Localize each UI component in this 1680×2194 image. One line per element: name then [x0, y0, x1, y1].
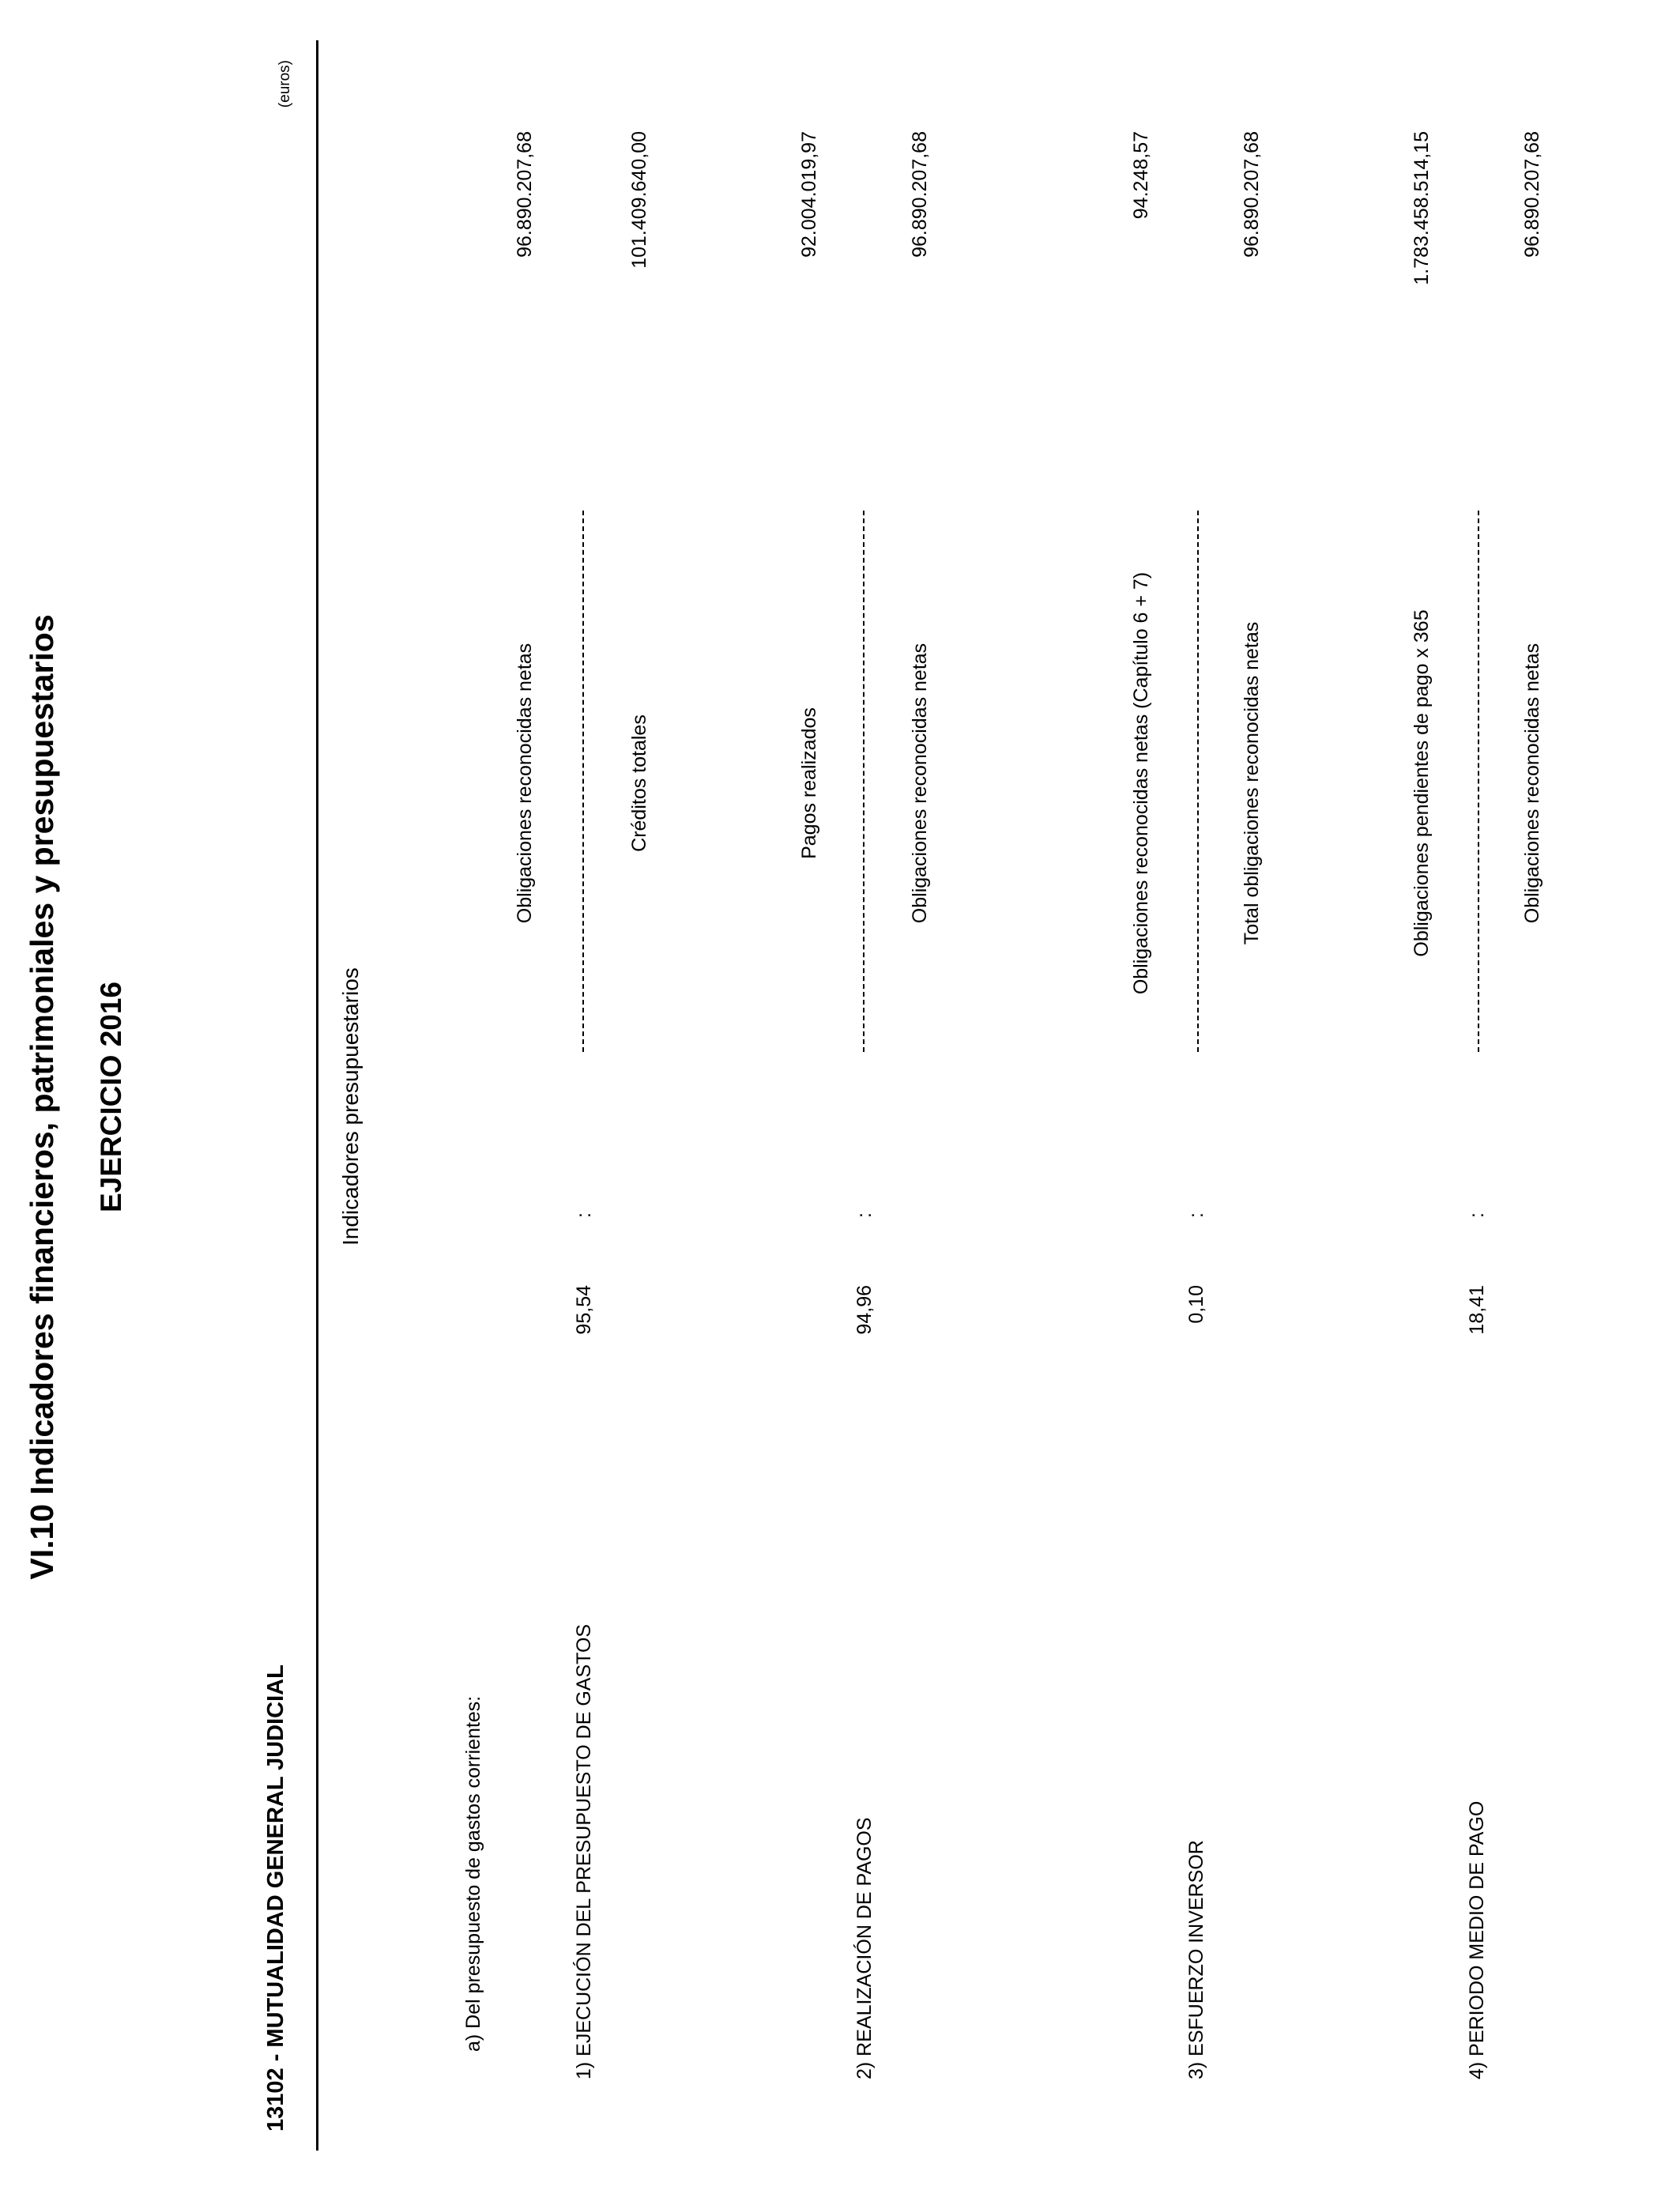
section-heading: Indicadores presupuestarios: [338, 967, 363, 1246]
fiscal-year: EJERCICIO 2016: [95, 981, 127, 1213]
indicator-colon: :: [1466, 1212, 1488, 1218]
fraction-line: [1197, 511, 1199, 1052]
numerator-label: Obligaciones reconocidas netas: [514, 643, 536, 924]
fraction-line: [1478, 511, 1479, 1052]
fraction-line: [863, 511, 864, 1052]
numerator-value: 1.783.458.514,15: [1411, 131, 1433, 285]
indicator-colon: :: [853, 1212, 876, 1218]
denominator-value: 101.409.640,00: [628, 131, 650, 269]
numerator-label: Obligaciones reconocidas netas (Capítulo 6 + 7): [1130, 571, 1152, 995]
denominator-value: 96.890.207,68: [1241, 131, 1263, 258]
subsection-label: a) Del presupuesto de gastos corrientes:: [462, 1695, 484, 2052]
header-rule: [316, 40, 318, 2151]
indicator-label: 4) PERIODO MEDIO DE PAGO: [1466, 1800, 1488, 2079]
numerator-label: Obligaciones pendientes de pago x 365: [1411, 609, 1433, 957]
indicator-value: 18,41: [1466, 1285, 1488, 1335]
denominator-value: 96.890.207,68: [909, 131, 931, 258]
indicator-label: 3) ESFUERZO INVERSOR: [1185, 1840, 1207, 2079]
denominator-label: Obligaciones reconocidas netas: [909, 643, 931, 924]
indicator-colon: :: [1185, 1212, 1207, 1218]
denominator-label: Obligaciones reconocidas netas: [1521, 643, 1543, 924]
denominator-label: Total obligaciones reconocidas netas: [1241, 621, 1263, 945]
numerator-value: 94.248,57: [1130, 131, 1152, 220]
indicator-label: 1) EJECUCIÓN DEL PRESUPUESTO DE GASTOS: [573, 1623, 595, 2079]
fraction-line: [582, 511, 584, 1052]
entity-name: 13102 - MUTUALIDAD GENERAL JUDICIAL: [263, 1664, 288, 2132]
indicator-label: 2) REALIZACIÓN DE PAGOS: [853, 1817, 876, 2079]
unit-label: (euros): [277, 60, 293, 108]
numerator-value: 96.890.207,68: [514, 131, 536, 258]
indicator-value: 0,10: [1185, 1285, 1207, 1324]
indicator-value: 94,96: [853, 1285, 876, 1335]
denominator-label: Créditos totales: [628, 714, 650, 852]
report-title: VI.10 Indicadores financieros, patrimoniales y presupuestarios: [24, 614, 60, 1580]
indicator-colon: :: [573, 1212, 595, 1218]
numerator-label: Pagos realizados: [798, 707, 820, 859]
numerator-value: 92.004.019,97: [798, 131, 820, 258]
denominator-value: 96.890.207,68: [1521, 131, 1543, 258]
indicator-value: 95,54: [573, 1285, 595, 1335]
